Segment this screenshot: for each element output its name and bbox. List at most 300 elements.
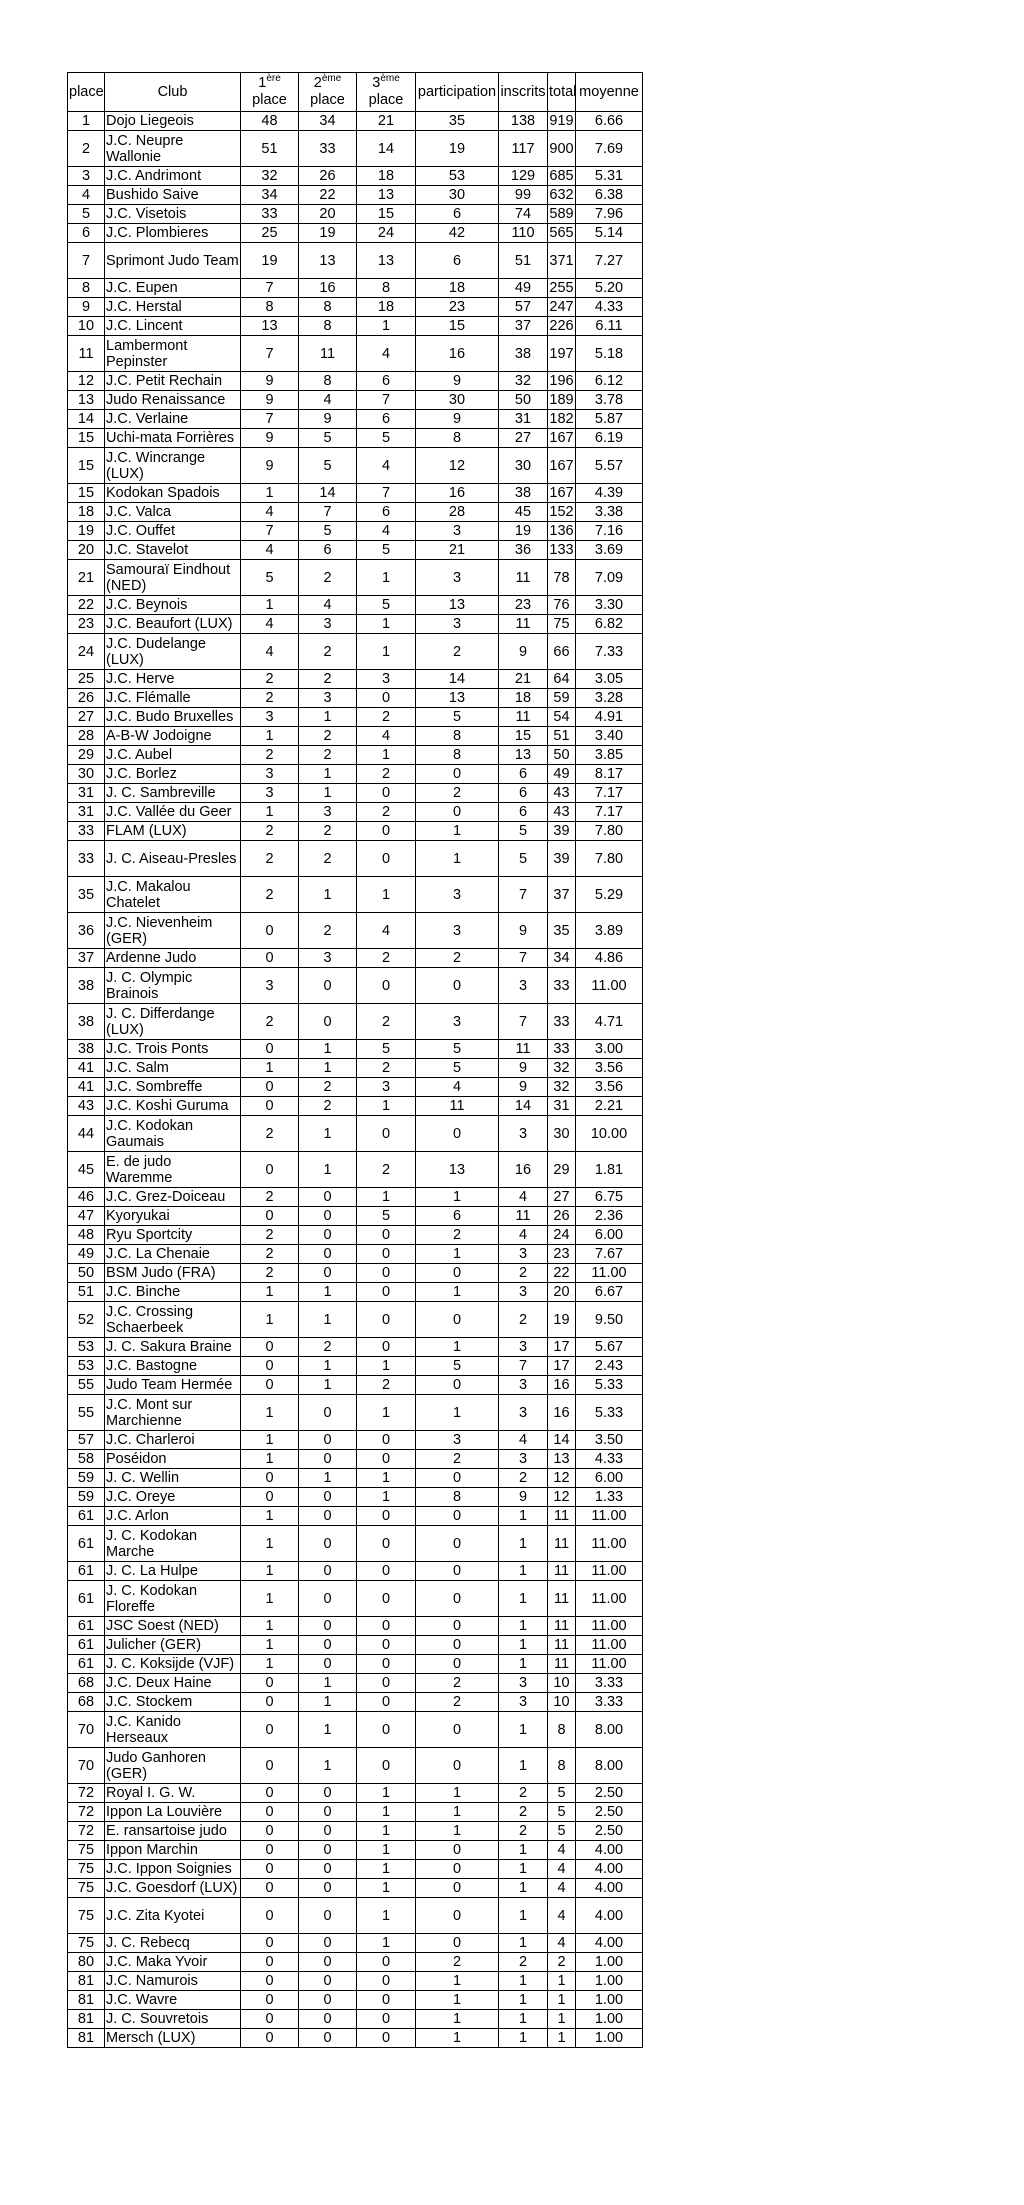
- second-place-cell: 0: [299, 968, 357, 1004]
- third-place-cell: 13: [357, 186, 416, 205]
- place-cell: 15: [68, 429, 105, 448]
- club-cell: J.C. Plombieres: [105, 224, 241, 243]
- first-place-cell: 0: [241, 1488, 299, 1507]
- total-cell: 8: [548, 1748, 576, 1784]
- third-place-cell: 8: [357, 279, 416, 298]
- first-place-cell: 2: [241, 1004, 299, 1040]
- club-cell: Ryu Sportcity: [105, 1226, 241, 1245]
- participation-cell: 1: [416, 841, 499, 877]
- third-place-cell: 1: [357, 1879, 416, 1898]
- second-place-cell: 16: [299, 279, 357, 298]
- header-first-place: 1ère place: [241, 73, 299, 112]
- first-place-cell: 3: [241, 968, 299, 1004]
- table-row: [68, 541, 643, 560]
- participation-cell: 0: [416, 1116, 499, 1152]
- third-place-cell: 1: [357, 317, 416, 336]
- club-cell: J. C. Wellin: [105, 1469, 241, 1488]
- club-cell: J. C. Aiseau-Presles: [105, 841, 241, 877]
- third-place-cell: 1: [357, 615, 416, 634]
- place-cell: 26: [68, 689, 105, 708]
- inscrits-cell: 2: [499, 1264, 548, 1283]
- inscrits-cell: 9: [499, 1059, 548, 1078]
- participation-cell: 18: [416, 279, 499, 298]
- participation-cell: 2: [416, 1226, 499, 1245]
- third-place-cell: 6: [357, 372, 416, 391]
- table-row: [68, 484, 643, 503]
- total-cell: 197: [548, 336, 576, 372]
- club-cell: J.C. Maka Yvoir: [105, 1953, 241, 1972]
- moyenne-cell: 6.75: [576, 1188, 643, 1207]
- inscrits-cell: 117: [499, 131, 548, 167]
- club-cell: J.C. Kanido Herseaux: [105, 1712, 241, 1748]
- inscrits-cell: 1: [499, 1655, 548, 1674]
- inscrits-cell: 7: [499, 1004, 548, 1040]
- first-place-cell: 0: [241, 1784, 299, 1803]
- place-cell: 11: [68, 336, 105, 372]
- table-row: [68, 279, 643, 298]
- inscrits-cell: 138: [499, 112, 548, 131]
- first-place-cell: 3: [241, 765, 299, 784]
- moyenne-cell: 5.33: [576, 1376, 643, 1395]
- club-cell: J. C. Sakura Braine: [105, 1338, 241, 1357]
- table-row: [68, 112, 643, 131]
- participation-cell: 0: [416, 803, 499, 822]
- moyenne-cell: 3.33: [576, 1674, 643, 1693]
- table-row: [68, 1152, 643, 1188]
- participation-cell: 0: [416, 968, 499, 1004]
- first-place-cell: 2: [241, 1245, 299, 1264]
- table-row: [68, 1338, 643, 1357]
- third-place-cell: 0: [357, 1972, 416, 1991]
- first-place-cell: 1: [241, 1636, 299, 1655]
- participation-cell: 0: [416, 1617, 499, 1636]
- second-place-cell: 0: [299, 1822, 357, 1841]
- table-row: [68, 317, 643, 336]
- total-cell: 35: [548, 913, 576, 949]
- first-place-cell: 1: [241, 1431, 299, 1450]
- first-place-cell: 34: [241, 186, 299, 205]
- third-place-cell: 5: [357, 541, 416, 560]
- total-cell: 33: [548, 968, 576, 1004]
- participation-cell: 0: [416, 1469, 499, 1488]
- second-place-cell: 0: [299, 1245, 357, 1264]
- inscrits-cell: 11: [499, 560, 548, 596]
- total-cell: 133: [549, 542, 574, 558]
- total-cell: 4: [548, 1934, 576, 1953]
- total-cell: 30: [548, 1116, 576, 1152]
- first-place-cell: 3: [241, 784, 299, 803]
- first-place-cell: 0: [241, 1898, 299, 1934]
- place-cell: 2: [68, 131, 105, 167]
- inscrits-cell: 74: [499, 205, 548, 224]
- table-row: [68, 949, 643, 968]
- moyenne-cell: 6.82: [576, 615, 643, 634]
- club-cell: Royal I. G. W.: [105, 1784, 241, 1803]
- total-cell: 11: [548, 1617, 576, 1636]
- table-row: [68, 1712, 643, 1748]
- club-cell: J.C. Visetois: [105, 205, 241, 224]
- place-cell: 31: [68, 784, 105, 803]
- total-cell: 919: [549, 113, 574, 129]
- inscrits-cell: 4: [499, 1431, 548, 1450]
- table-row: [68, 2010, 643, 2029]
- place-cell: 41: [68, 1078, 105, 1097]
- participation-cell: 3: [416, 877, 499, 913]
- first-place-cell: 0: [241, 1748, 299, 1784]
- moyenne-cell: 4.00: [576, 1934, 643, 1953]
- third-place-cell: 0: [357, 1431, 416, 1450]
- second-place-cell: 1: [299, 1357, 357, 1376]
- place-cell: 68: [68, 1693, 105, 1712]
- participation-cell: 6: [416, 205, 499, 224]
- place-cell: 58: [68, 1450, 105, 1469]
- second-place-cell: 0: [299, 1450, 357, 1469]
- inscrits-cell: 3: [499, 1693, 548, 1712]
- total-cell: 12: [548, 1488, 576, 1507]
- third-place-cell: 1: [357, 877, 416, 913]
- participation-cell: 1: [416, 1991, 499, 2010]
- participation-cell: 8: [416, 746, 499, 765]
- place-cell: 72: [68, 1784, 105, 1803]
- place-cell: 70: [68, 1748, 105, 1784]
- participation-cell: 3: [416, 615, 499, 634]
- first-place-cell: 1: [241, 1059, 299, 1078]
- place-cell: 75: [68, 1841, 105, 1860]
- ranking-table: [67, 72, 643, 2048]
- third-place-cell: 1: [357, 1357, 416, 1376]
- inscrits-cell: 1: [499, 1507, 548, 1526]
- second-place-cell: 0: [299, 1991, 357, 2010]
- second-place-cell: 0: [299, 1934, 357, 1953]
- table-row: [68, 503, 643, 522]
- moyenne-cell: 7.17: [576, 803, 643, 822]
- participation-cell: 28: [416, 503, 499, 522]
- moyenne-cell: 6.66: [576, 112, 643, 131]
- participation-cell: 1: [416, 1283, 499, 1302]
- total-cell: 1: [548, 2010, 576, 2029]
- first-place-cell: 0: [241, 1822, 299, 1841]
- club-cell: J. C. Rebecq: [105, 1934, 241, 1953]
- moyenne-cell: 1.00: [576, 2029, 643, 2048]
- club-cell: J.C. Arlon: [105, 1507, 241, 1526]
- inscrits-cell: 9: [499, 1488, 548, 1507]
- total-cell: 16: [548, 1376, 576, 1395]
- moyenne-cell: 5.20: [576, 279, 643, 298]
- first-place-cell: 9: [241, 448, 299, 484]
- participation-cell: 14: [416, 670, 499, 689]
- total-cell: 5: [548, 1803, 576, 1822]
- table-row: [68, 1934, 643, 1953]
- place-cell: 51: [68, 1283, 105, 1302]
- table-row: [68, 1207, 643, 1226]
- inscrits-cell: 1: [499, 1581, 548, 1617]
- place-cell: 70: [68, 1712, 105, 1748]
- first-place-cell: 0: [241, 1674, 299, 1693]
- place-cell: 61: [68, 1581, 105, 1617]
- club-cell: Kyoryukai: [105, 1207, 241, 1226]
- place-cell: 38: [68, 968, 105, 1004]
- table-row: [68, 803, 643, 822]
- second-place-cell: 3: [299, 689, 357, 708]
- place-cell: 72: [68, 1803, 105, 1822]
- second-place-cell: 0: [299, 1803, 357, 1822]
- header-moyenne: moyenne: [576, 73, 643, 112]
- first-place-cell: 8: [241, 298, 299, 317]
- moyenne-cell: 3.78: [576, 391, 643, 410]
- third-place-cell: 5: [357, 1207, 416, 1226]
- moyenne-cell: 11.00: [576, 1526, 643, 1562]
- total-cell: 32: [548, 1059, 576, 1078]
- moyenne-cell: 6.00: [576, 1226, 643, 1245]
- table-row: [68, 1488, 643, 1507]
- header-row: [68, 73, 643, 112]
- second-place-cell: 4: [299, 391, 357, 410]
- club-cell: J.C. Salm: [105, 1059, 241, 1078]
- club-cell: J.C. Ouffet: [105, 522, 241, 541]
- table-row: [68, 410, 643, 429]
- third-place-cell: 0: [357, 1226, 416, 1245]
- participation-cell: 0: [416, 1879, 499, 1898]
- third-place-cell: 1: [357, 1841, 416, 1860]
- participation-cell: 2: [416, 1953, 499, 1972]
- third-place-cell: 1: [357, 1822, 416, 1841]
- table-row: [68, 391, 643, 410]
- moyenne-cell: 4.00: [576, 1860, 643, 1879]
- club-cell: J. C. Sambreville: [105, 784, 241, 803]
- third-place-cell: 0: [357, 1264, 416, 1283]
- first-place-cell: 0: [241, 1040, 299, 1059]
- inscrits-cell: 110: [499, 224, 548, 243]
- total-cell: 22: [548, 1264, 576, 1283]
- second-place-cell: 8: [299, 298, 357, 317]
- second-place-cell: 13: [299, 243, 357, 279]
- inscrits-cell: 38: [499, 484, 548, 503]
- second-place-cell: 4: [299, 596, 357, 615]
- participation-cell: 11: [416, 1097, 499, 1116]
- club-cell: J.C. Petit Rechain: [105, 372, 241, 391]
- first-place-cell: 2: [241, 822, 299, 841]
- table-row: [68, 1991, 643, 2010]
- first-place-cell: 2: [241, 841, 299, 877]
- first-place-cell: 2: [241, 1116, 299, 1152]
- club-cell: J.C. Kodokan Gaumais: [105, 1116, 241, 1152]
- table-row: [68, 1581, 643, 1617]
- table-row: [68, 560, 643, 596]
- total-cell: 167: [549, 430, 574, 446]
- inscrits-cell: 27: [499, 429, 548, 448]
- total-cell: 17: [548, 1357, 576, 1376]
- table-row: [68, 784, 643, 803]
- total-cell: 10: [548, 1674, 576, 1693]
- first-place-cell: 1: [241, 803, 299, 822]
- total-cell: 75: [548, 615, 576, 634]
- club-cell: J.C. Ippon Soignies: [105, 1860, 241, 1879]
- total-cell: 50: [548, 746, 576, 765]
- place-cell: 59: [68, 1469, 105, 1488]
- total-cell: 11: [548, 1636, 576, 1655]
- first-place-cell: 2: [241, 689, 299, 708]
- first-place-cell: 0: [241, 949, 299, 968]
- place-cell: 4: [68, 186, 105, 205]
- first-place-cell: 9: [241, 429, 299, 448]
- first-place-cell: 1: [241, 1450, 299, 1469]
- third-place-cell: 0: [357, 1302, 416, 1338]
- total-cell: 589: [549, 206, 574, 222]
- third-place-cell: 0: [357, 689, 416, 708]
- inscrits-cell: 1: [499, 1712, 548, 1748]
- table-row: [68, 1784, 643, 1803]
- table-row: [68, 1302, 643, 1338]
- club-cell: Sprimont Judo Team: [105, 243, 241, 279]
- moyenne-cell: 9.50: [576, 1302, 643, 1338]
- first-place-cell: 25: [241, 224, 299, 243]
- first-place-cell: 1: [241, 1283, 299, 1302]
- moyenne-cell: 5.33: [576, 1395, 643, 1431]
- club-cell: J.C. Bastogne: [105, 1357, 241, 1376]
- first-place-cell: 7: [241, 522, 299, 541]
- table-row: [68, 1748, 643, 1784]
- inscrits-cell: 6: [499, 784, 548, 803]
- second-place-cell: 0: [299, 1636, 357, 1655]
- moyenne-cell: 6.00: [576, 1469, 643, 1488]
- moyenne-cell: 3.28: [576, 689, 643, 708]
- table-row: [68, 131, 643, 167]
- club-cell: Lambermont Pepinster: [105, 336, 241, 372]
- total-cell: 76: [548, 596, 576, 615]
- table-row: [68, 670, 643, 689]
- inscrits-cell: 2: [499, 1469, 548, 1488]
- second-place-cell: 5: [299, 448, 357, 484]
- participation-cell: 1: [416, 1338, 499, 1357]
- inscrits-cell: 1: [499, 1991, 548, 2010]
- moyenne-cell: 11.00: [576, 1655, 643, 1674]
- total-cell: 29: [548, 1152, 576, 1188]
- inscrits-cell: 3: [499, 1674, 548, 1693]
- table-row: [68, 1953, 643, 1972]
- place-cell: 55: [68, 1395, 105, 1431]
- club-cell: Kodokan Spadois: [105, 484, 241, 503]
- participation-cell: 0: [416, 1934, 499, 1953]
- place-cell: 61: [68, 1562, 105, 1581]
- table-row: [68, 429, 643, 448]
- third-place-cell: 5: [357, 596, 416, 615]
- total-cell: 196: [549, 373, 574, 389]
- participation-cell: 0: [416, 1581, 499, 1617]
- moyenne-cell: 2.50: [576, 1822, 643, 1841]
- first-place-cell: 1: [241, 1395, 299, 1431]
- moyenne-cell: 5.87: [576, 410, 643, 429]
- participation-cell: 0: [416, 1562, 499, 1581]
- club-cell: J.C. Charleroi: [105, 1431, 241, 1450]
- third-place-cell: 1: [357, 560, 416, 596]
- moyenne-cell: 6.19: [576, 429, 643, 448]
- first-place-cell: 0: [241, 1879, 299, 1898]
- place-cell: 43: [68, 1097, 105, 1116]
- club-cell: J.C. Oreye: [105, 1488, 241, 1507]
- club-cell: J.C. Lincent: [105, 317, 241, 336]
- inscrits-cell: 3: [499, 1245, 548, 1264]
- third-place-cell: 14: [357, 131, 416, 167]
- total-cell: 685: [549, 168, 574, 184]
- first-place-cell: 7: [241, 279, 299, 298]
- total-cell: 255: [549, 280, 574, 296]
- total-cell: 43: [548, 784, 576, 803]
- place-cell: 15: [68, 448, 105, 484]
- table-row: [68, 224, 643, 243]
- first-place-cell: 2: [241, 1188, 299, 1207]
- place-cell: 47: [68, 1207, 105, 1226]
- participation-cell: 3: [416, 1431, 499, 1450]
- table-row: [68, 634, 643, 670]
- first-place-cell: 1: [241, 596, 299, 615]
- third-place-cell: 1: [357, 1395, 416, 1431]
- moyenne-cell: 2.50: [576, 1784, 643, 1803]
- third-place-cell: 1: [357, 1860, 416, 1879]
- total-cell: 11: [548, 1526, 576, 1562]
- third-place-cell: 3: [357, 670, 416, 689]
- place-cell: 75: [68, 1898, 105, 1934]
- club-cell: Poséidon: [105, 1450, 241, 1469]
- second-place-cell: 0: [299, 1188, 357, 1207]
- second-place-cell: 20: [299, 205, 357, 224]
- second-place-cell: 2: [299, 1338, 357, 1357]
- third-place-cell: 4: [357, 448, 416, 484]
- club-cell: FLAM (LUX): [105, 822, 241, 841]
- inscrits-cell: 1: [499, 1562, 548, 1581]
- place-cell: 61: [68, 1507, 105, 1526]
- participation-cell: 2: [416, 949, 499, 968]
- second-place-cell: 0: [299, 1784, 357, 1803]
- inscrits-cell: 23: [499, 596, 548, 615]
- total-cell: 20: [548, 1283, 576, 1302]
- inscrits-cell: 11: [499, 615, 548, 634]
- place-cell: 75: [68, 1934, 105, 1953]
- club-cell: J.C. Herstal: [105, 298, 241, 317]
- second-place-cell: 2: [299, 822, 357, 841]
- club-cell: Dojo Liegeois: [105, 112, 241, 131]
- moyenne-cell: 3.69: [576, 541, 643, 560]
- participation-cell: 2: [416, 1693, 499, 1712]
- total-cell: 59: [548, 689, 576, 708]
- inscrits-cell: 1: [499, 1636, 548, 1655]
- moyenne-cell: 11.00: [576, 1507, 643, 1526]
- moyenne-cell: 4.39: [576, 484, 643, 503]
- total-cell: 33: [548, 1004, 576, 1040]
- header-club: Club: [105, 73, 241, 112]
- place-cell: 45: [68, 1152, 105, 1188]
- moyenne-cell: 1.00: [576, 2010, 643, 2029]
- third-place-cell: 2: [357, 765, 416, 784]
- inscrits-cell: 1: [499, 1972, 548, 1991]
- club-cell: J.C. Andrimont: [105, 167, 241, 186]
- place-cell: 61: [68, 1526, 105, 1562]
- inscrits-cell: 7: [499, 1357, 548, 1376]
- participation-cell: 2: [416, 1450, 499, 1469]
- inscrits-cell: 31: [499, 410, 548, 429]
- participation-cell: 3: [416, 913, 499, 949]
- moyenne-cell: 7.96: [576, 205, 643, 224]
- total-cell: 1: [548, 2029, 576, 2048]
- table-row: [68, 1822, 643, 1841]
- participation-cell: 1: [416, 1245, 499, 1264]
- second-place-cell: 8: [299, 372, 357, 391]
- club-cell: J.C. Crossing Schaerbeek: [105, 1302, 241, 1338]
- total-cell: 33: [548, 1040, 576, 1059]
- first-place-cell: 7: [241, 336, 299, 372]
- table-row: [68, 167, 643, 186]
- table-row: [68, 1674, 643, 1693]
- first-place-cell: 3: [241, 708, 299, 727]
